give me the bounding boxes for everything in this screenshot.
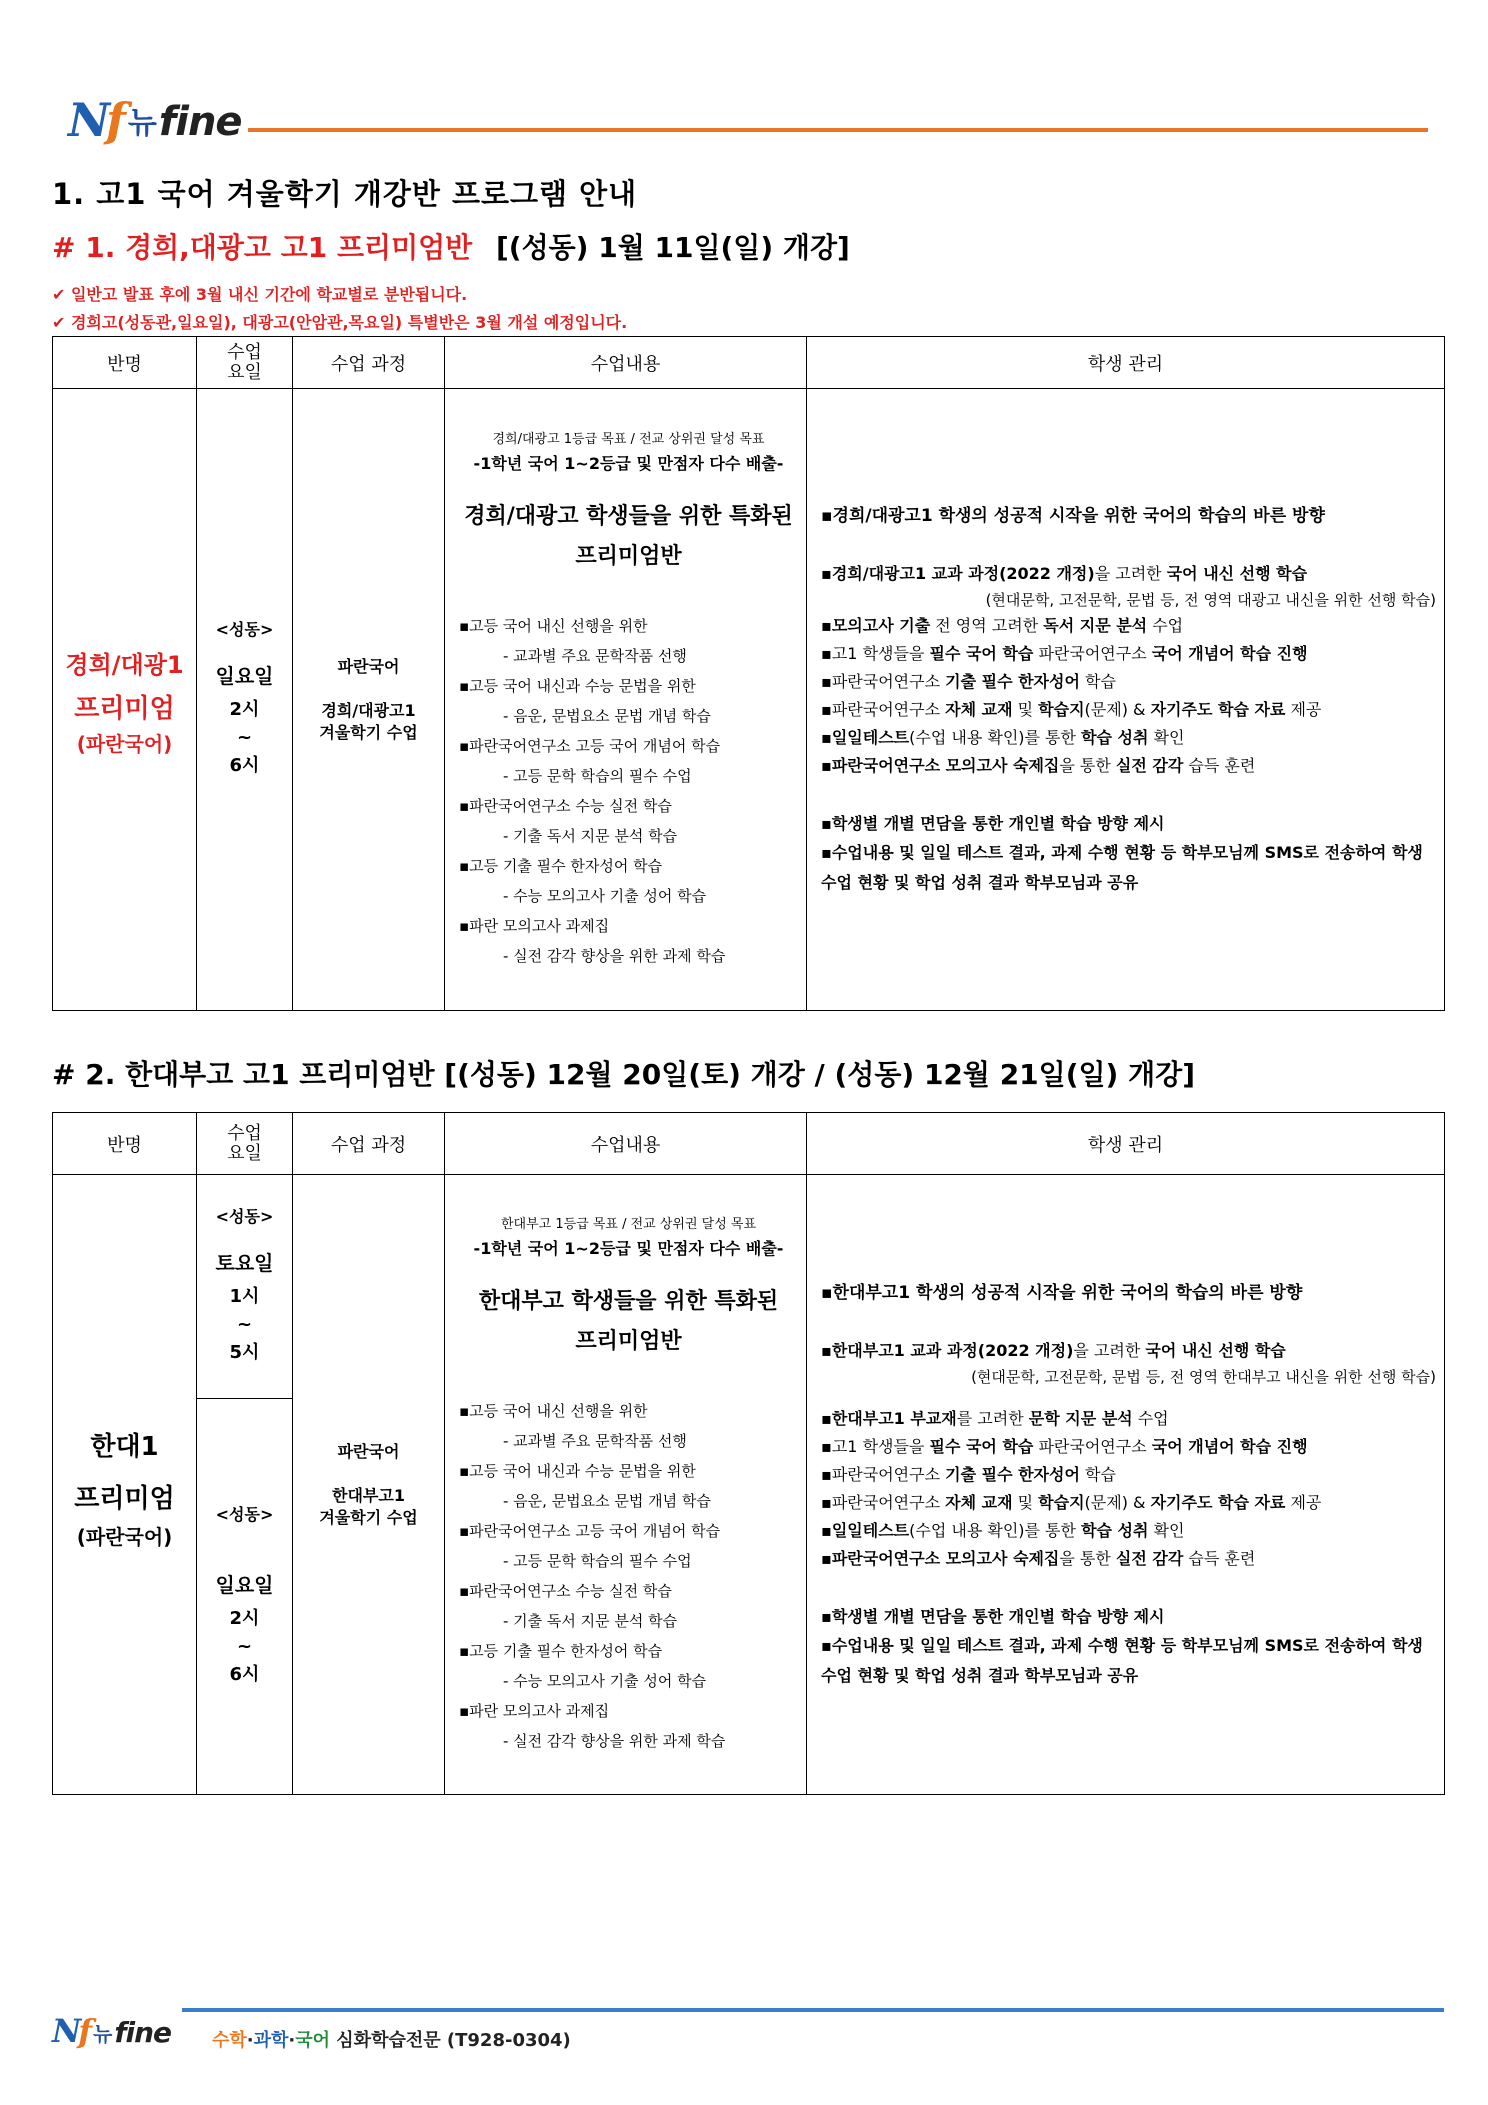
mgmt-item: ▪수업내용 및 일일 테스트 결과, 과제 수행 현황 등 학부모님께 SMS로 전송하여 학생 수업 현황 및 학업 성취 결과 학부모님과 공유 (821, 1635, 1423, 1685)
mgmt-item: ▪수업내용 및 일일 테스트 결과, 과제 수행 현황 등 학부모님께 SMS로 전송하여 학생 수업 현황 및 학업 성취 결과 학부모님과 공유 (821, 842, 1423, 892)
table-header-row (53, 337, 1445, 389)
list-item: - 수능 모의고사 기출 성어 학습 (503, 886, 707, 905)
content-bullet-list (459, 611, 798, 971)
list-item: ▪파란 모의고사 과제집 (459, 916, 610, 935)
day-label: 일요일 (215, 1572, 274, 1597)
mgmt-item: ▪한대부고1 학생의 성공적 시작을 위한 국어의 학습의 바른 방향 (821, 1282, 1303, 1303)
section1-heading-date: [(성동) 1월 11일(일) 개강] (495, 231, 850, 264)
time-tilde: ~ (236, 1635, 253, 1657)
day-cell-saturday (197, 1175, 293, 1399)
program-table-2 (52, 1112, 1445, 1795)
time-end: 5시 (229, 1341, 260, 1363)
goal-headline-1: 한대부고 학생들을 위한 특화된 (478, 1288, 779, 1314)
time-start: 2시 (229, 1607, 260, 1629)
list-item: ▪고등 기출 필수 한자성어 학습 (459, 1641, 663, 1660)
class-name-line3: (파란국어) (76, 731, 173, 756)
footer (52, 2008, 1444, 2068)
mgmt-item: ▪한대부고1 부교재를 고려한 문학 지문 분석 수업 (821, 1408, 1169, 1428)
mgmt-item: ▪파란국어연구소 자체 교재 및 학습지(문제) & 자기주도 학습 자료 제공 (821, 699, 1322, 719)
mgmt-item: ▪파란국어연구소 자체 교재 및 학습지(문제) & 자기주도 학습 자료 제공 (821, 1492, 1322, 1512)
footer-tagline: 수학·과학·국어 심화학습전문 (T928-0304) (212, 2030, 571, 2051)
list-item: - 음운, 문법요소 문법 개념 학습 (503, 1491, 711, 1510)
goal-headline-2: 프리미엄반 (575, 1328, 682, 1354)
header-course: 수업 과정 (293, 337, 445, 389)
list-item: ▪파란 모의고사 과제집 (459, 1701, 610, 1720)
course-line3: 겨울학기 수업 (319, 1507, 418, 1527)
management-cell (807, 1175, 1445, 1795)
logo-mark: Nf (52, 2012, 90, 2050)
section1-heading-main: # 1. 경희,대광고 고1 프리미엄반 (52, 231, 473, 264)
list-item: - 수능 모의고사 기출 성어 학습 (503, 1671, 707, 1690)
class-name-line2: 프리미엄 (74, 693, 175, 724)
course-cell (293, 389, 445, 1011)
course-line1: 파란국어 (337, 1441, 400, 1461)
table-row (53, 389, 1445, 1011)
course-cell (293, 1175, 445, 1795)
mgmt-item: ▪학생별 개별 면담을 통한 개인별 학습 방향 제시 (821, 813, 1165, 833)
header-management: 학생 관리 (807, 337, 1445, 389)
location-label: <성동> (215, 1206, 274, 1226)
mgmt-item: ▪파란국어연구소 기출 필수 한자성어 학습 (821, 671, 1116, 691)
list-item: - 기출 독서 지문 분석 학습 (503, 1611, 678, 1630)
mgmt-item: ▪학생별 개별 면담을 통한 개인별 학습 방향 제시 (821, 1606, 1165, 1626)
mgmt-item: ▪고1 학생들을 필수 국어 학습 파란국어연구소 국어 개념어 학습 진행 (821, 1436, 1308, 1456)
location-label: <성동> (215, 1504, 274, 1524)
time-end: 6시 (229, 754, 260, 776)
class-name-line1: 경희/대광1 (65, 650, 184, 679)
footer-divider (182, 2008, 1444, 2012)
management-cell (807, 389, 1445, 1011)
program-table-1 (52, 336, 1445, 1011)
content-cell (445, 389, 807, 1011)
header-content: 수업내용 (445, 1113, 807, 1175)
list-item: - 음운, 문법요소 문법 개념 학습 (503, 706, 711, 725)
section1-note-1: ✔ 일반고 발표 후에 3월 내신 기간에 학교별로 분반됩니다. (52, 285, 468, 304)
content-bullet-list (459, 1396, 798, 1756)
day-label: 일요일 (215, 663, 274, 688)
time-start: 1시 (229, 1285, 260, 1307)
list-item: ▪고등 국어 내신 선행을 위한 (459, 1401, 648, 1420)
section1-note-2: ✔ 경희고(성동관,일요일), 대광고(안암관,목요일) 특별반은 3월 개설 예정입니다. (52, 313, 628, 332)
mgmt-item: ▪일일테스트(수업 내용 확인)를 통한 학습 성취 확인 (821, 727, 1185, 747)
time-tilde: ~ (236, 1313, 253, 1335)
goal-small: 경희/대광고 1등급 목표 / 전교 상위권 달성 목표 (492, 431, 765, 447)
goal-bold: -1학년 국어 1~2등급 및 만점자 다수 배출- (473, 1238, 784, 1258)
header-day: 수업 요일 (197, 337, 293, 389)
mgmt-item: ▪한대부고1 교과 과정(2022 개정)을 고려한 국어 내신 선행 학습 (821, 1340, 1286, 1360)
logo-korean: 뉴 (127, 106, 157, 141)
list-item: ▪고등 국어 내신과 수능 문법을 위한 (459, 1461, 696, 1480)
header-divider (248, 128, 1428, 132)
list-item: ▪고등 국어 내신 선행을 위한 (459, 616, 648, 635)
mgmt-item: ▪파란국어연구소 모의고사 숙제집을 통한 실전 감각 습득 훈련 (821, 1548, 1256, 1568)
goal-bold: -1학년 국어 1~2등급 및 만점자 다수 배출- (473, 453, 784, 473)
table-row (53, 1175, 1445, 1399)
list-item: ▪파란국어연구소 수능 실전 학습 (459, 796, 672, 815)
footer-logo (52, 2014, 171, 2048)
list-item: - 교과별 주요 문학작품 선행 (503, 646, 687, 665)
course-line3: 겨울학기 수업 (319, 722, 418, 742)
course-line1: 파란국어 (337, 656, 400, 676)
list-item: ▪고등 국어 내신과 수능 문법을 위한 (459, 676, 696, 695)
list-item: - 고등 문학 학습의 필수 수업 (503, 1551, 692, 1570)
header-class-name: 반명 (53, 1113, 197, 1175)
list-item: ▪파란국어연구소 고등 국어 개념어 학습 (459, 1521, 721, 1540)
list-item: - 실전 감각 향상을 위한 과제 학습 (503, 1731, 726, 1750)
list-item: ▪파란국어연구소 수능 실전 학습 (459, 1581, 672, 1600)
class-name-line2: 프리미엄 (74, 1483, 175, 1514)
list-item: - 교과별 주요 문학작품 선행 (503, 1431, 687, 1450)
list-item: - 기출 독서 지문 분석 학습 (503, 826, 678, 845)
time-start: 2시 (229, 698, 260, 720)
table-header-row (53, 1113, 1445, 1175)
brand-logo (68, 88, 242, 147)
page-title: 1. 고1 국어 겨울학기 개강반 프로그램 안내 (52, 177, 638, 211)
class-name-cell (53, 389, 197, 1011)
mgmt-item: ▪고1 학생들을 필수 국어 학습 파란국어연구소 국어 개념어 학습 진행 (821, 643, 1308, 663)
mgmt-item: ▪파란국어연구소 기출 필수 한자성어 학습 (821, 1464, 1116, 1484)
mgmt-item: ▪모의고사 기출 전 영역 고려한 독서 지문 분석 수업 (821, 615, 1184, 635)
content-cell (445, 1175, 807, 1795)
section1-heading (52, 226, 850, 266)
mgmt-item: ▪일일테스트(수업 내용 확인)를 통한 학습 성취 확인 (821, 1520, 1185, 1540)
header (68, 88, 1428, 148)
day-label: 토요일 (215, 1250, 274, 1275)
header-class-name: 반명 (53, 337, 197, 389)
mgmt-subnote: (현대문학, 고전문학, 문법 등, 전 영역 대광고 내신을 위한 선행 학습) (985, 590, 1436, 609)
mgmt-item: ▪경희/대광고1 학생의 성공적 시작을 위한 국어의 학습의 바른 방향 (821, 505, 1325, 526)
header-content: 수업내용 (445, 337, 807, 389)
mgmt-item: ▪파란국어연구소 모의고사 숙제집을 통한 실전 감각 습득 훈련 (821, 755, 1256, 775)
list-item: ▪파란국어연구소 고등 국어 개념어 학습 (459, 736, 721, 755)
course-line2: 경희/대광고1 (321, 700, 416, 720)
course-line2: 한대부고1 (332, 1485, 405, 1505)
header-course: 수업 과정 (293, 1113, 445, 1175)
logo-english: fine (114, 2016, 172, 2049)
day-cell-sunday (197, 1399, 293, 1795)
goal-small: 한대부고 1등급 목표 / 전교 상위권 달성 목표 (500, 1216, 757, 1232)
time-end: 6시 (229, 1663, 260, 1685)
mgmt-item: ▪경희/대광고1 교과 과정(2022 개정)을 고려한 국어 내신 선행 학습 (821, 563, 1308, 583)
list-item: - 고등 문학 학습의 필수 수업 (503, 766, 692, 785)
class-name-cell (53, 1175, 197, 1795)
location-label: <성동> (215, 619, 274, 639)
list-item: - 실전 감각 향상을 위한 과제 학습 (503, 946, 726, 965)
goal-headline-1: 경희/대광고 학생들을 위한 특화된 (464, 503, 793, 529)
logo-mark: Nf (68, 93, 122, 147)
day-cell (197, 389, 293, 1011)
class-name-line1: 한대1 (90, 1431, 159, 1462)
header-day: 수업 요일 (197, 1113, 293, 1175)
mgmt-subnote: (현대문학, 고전문학, 문법 등, 전 영역 한대부고 내신을 위한 선행 학습) (971, 1367, 1436, 1386)
list-item: ▪고등 기출 필수 한자성어 학습 (459, 856, 663, 875)
section2-heading: # 2. 한대부고 고1 프리미엄반 [(성동) 12월 20일(토) 개강 / (성동) 12월 21일(일) 개강] (52, 1058, 1195, 1091)
logo-english: fine (158, 99, 242, 145)
goal-headline-2: 프리미엄반 (575, 543, 682, 569)
logo-korean: 뉴 (93, 2022, 113, 2046)
header-management: 학생 관리 (807, 1113, 1445, 1175)
time-tilde: ~ (236, 726, 253, 748)
class-name-line3: (파란국어) (76, 1524, 173, 1549)
